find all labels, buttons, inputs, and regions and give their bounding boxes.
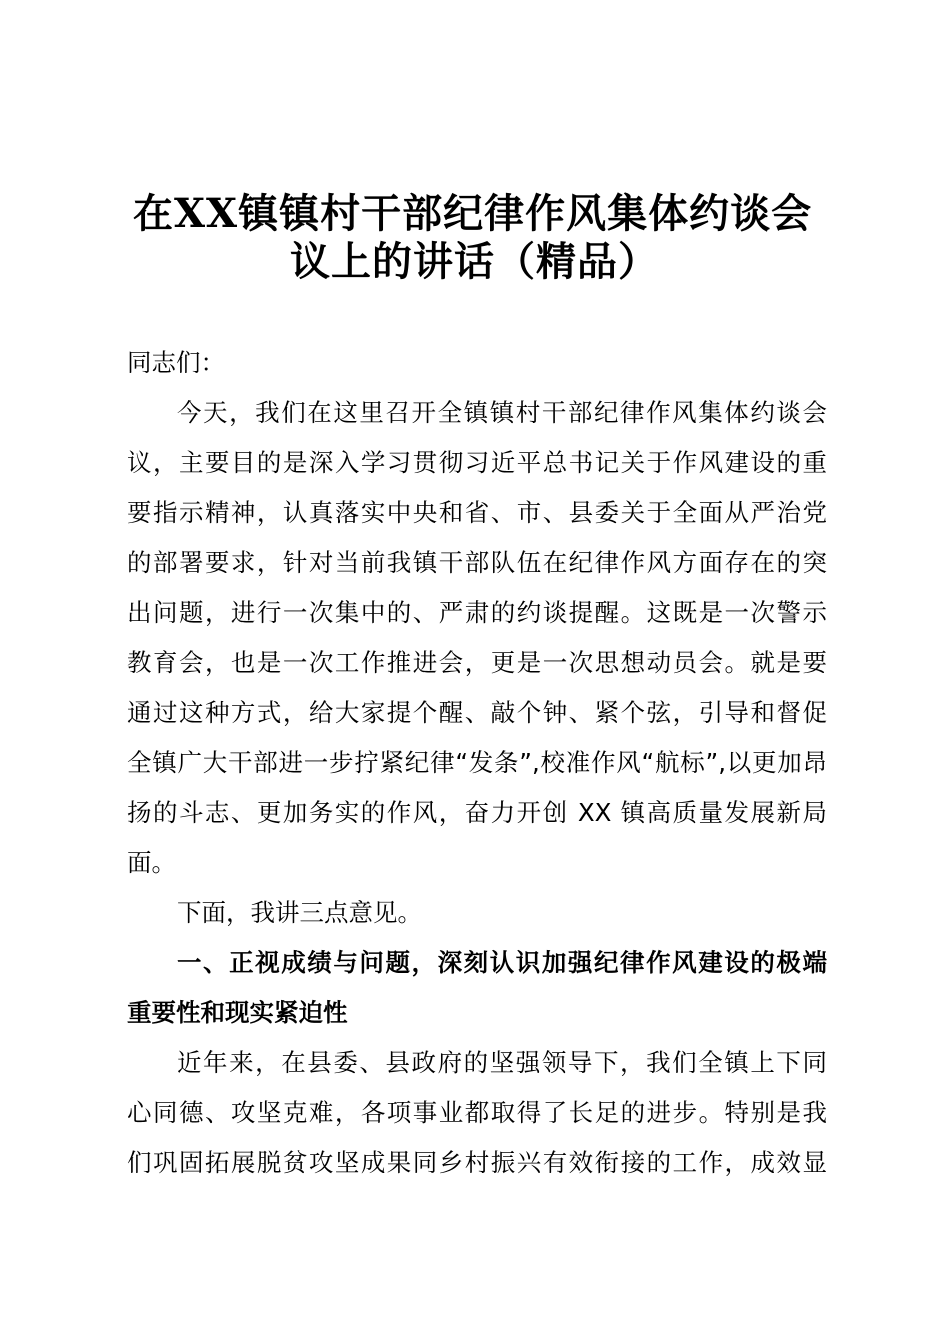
paragraph-1-line-3: 要指示精神，认真落实中央和省、市、县委关于全面从严治党 <box>127 498 827 527</box>
paragraph-1-line-4: 的部署要求，针对当前我镇干部队伍在纪律作风方面存在的突 <box>127 548 827 577</box>
paragraph-1-line-9: 扬的斗志、更加务实的作风，奋力开创 XX 镇高质量发展新局 <box>127 798 827 827</box>
paragraph-2-line-1: 下面，我讲三点意见。 <box>177 898 422 927</box>
paragraph-1-line-5: 出问题，进行一次集中的、严肃的约谈提醒。这既是一次警示 <box>127 598 827 627</box>
document-title-line-1: 在XX镇镇村干部纪律作风集体约谈会 <box>133 190 813 237</box>
paragraph-1-line-6: 教育会，也是一次工作推进会，更是一次思想动员会。就是要 <box>127 648 827 677</box>
section-heading-1-line-2: 重要性和现实紧迫性 <box>127 998 348 1027</box>
document-title-line-2: 议上的讲话（精品） <box>290 238 659 285</box>
salutation: 同志们： <box>127 348 225 377</box>
paragraph-1-line-10: 面。 <box>127 848 176 877</box>
paragraph-1-line-1: 今天，我们在这里召开全镇镇村干部纪律作风集体约谈会 <box>177 398 827 427</box>
paragraph-3-line-3: 们巩固拓展脱贫攻坚成果同乡村振兴有效衔接的工作，成效显 <box>127 1148 827 1177</box>
paragraph-1-line-7: 通过这种方式，给大家提个醒、敲个钟、紧个弦，引导和督促 <box>127 698 827 727</box>
paragraph-1-line-2: 议，主要目的是深入学习贯彻习近平总书记关于作风建设的重 <box>127 448 827 477</box>
section-heading-1-line-1: 一、正视成绩与问题，深刻认识加强纪律作风建设的极端 <box>177 948 827 977</box>
paragraph-3-line-2: 心同德、攻坚克难，各项事业都取得了长足的进步。特别是我 <box>127 1098 827 1127</box>
paragraph-3-line-1: 近年来，在县委、县政府的坚强领导下，我们全镇上下同 <box>177 1048 827 1077</box>
paragraph-1-line-8: 全镇广大干部进一步拧紧纪律“发条”,校准作风“航标”,以更加昂 <box>127 748 827 777</box>
